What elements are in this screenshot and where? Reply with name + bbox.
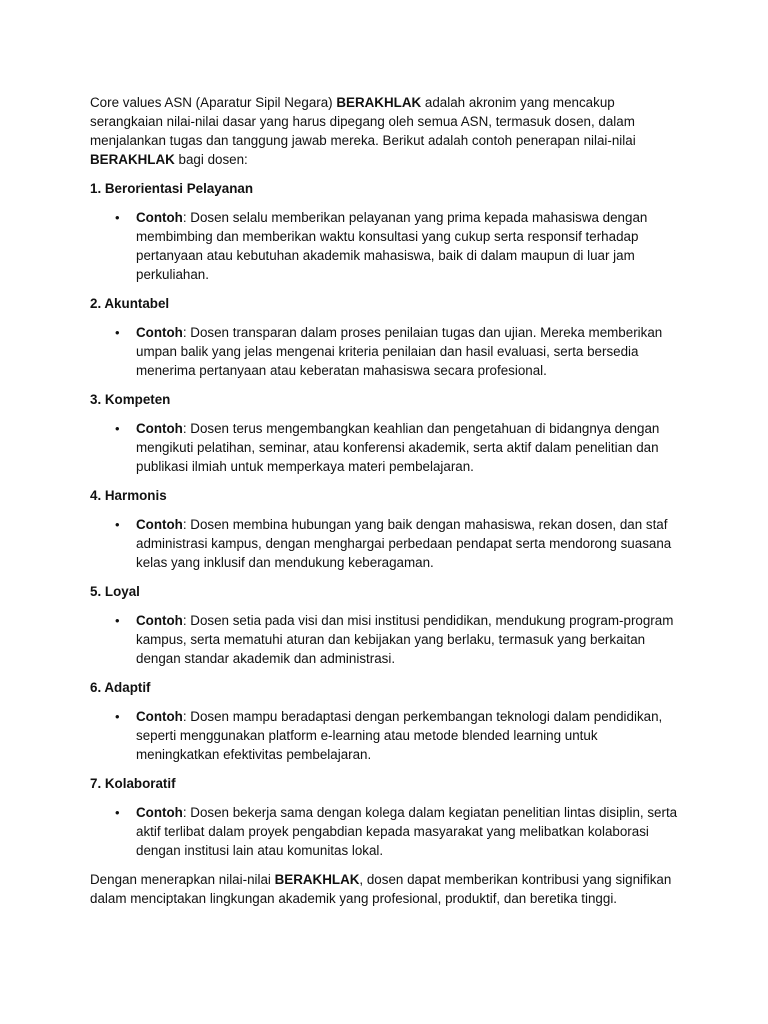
- example-text: : Dosen terus mengembangkan keahlian dan pengetahuan di bidangnya dengan mengikuti pelatihan, seminar, atau konferensi akademik, serta aktif dalam penelitian dan publikasi ilmiah untuk memperkaya materi pembelajaran.: [136, 421, 660, 474]
- list-item: [90, 323, 680, 380]
- bullet-icon: •: [115, 421, 120, 436]
- bullet-icon: •: [115, 805, 120, 820]
- example-text: : Dosen mampu beradaptasi dengan perkembangan teknologi dalam pendidikan, seperti menggunakan platform e-learning atau metode blended learning untuk meningkatkan efektivitas pembelajaran.: [136, 709, 663, 762]
- example-label: Contoh: [136, 805, 183, 820]
- intro-text-2: adalah akronim yang mencakup serangkaian nilai-nilai dasar yang harus dipegang oleh semua ASN, termasuk dosen, dalam menjalankan tugas dan tanggung jawab mereka. Berikut adalah contoh penerapan nilai-nilai: [90, 95, 636, 148]
- example-text: : Dosen transparan dalam proses penilaian tugas dan ujian. Mereka memberikan umpan balik yang jelas mengenai kriteria penilaian dan hasil evaluasi, serta bersedia menerima pertanyaan atau keberatan mahasiswa secara profesional.: [136, 325, 663, 378]
- bullet-list: [90, 323, 680, 380]
- bullet-list: [90, 803, 680, 860]
- bullet-list: [90, 419, 680, 476]
- section-heading: 4. Harmonis: [90, 488, 167, 503]
- conclusion-text-2: , dosen dapat memberikan kontribusi yang signifikan dalam menciptakan lingkungan akademik yang profesional, produktif, dan beretika tinggi.: [90, 872, 672, 906]
- example-label: Contoh: [136, 517, 183, 532]
- section-heading: 1. Berorientasi Pelayanan: [90, 181, 253, 196]
- section-heading: 3. Kompeten: [90, 392, 171, 407]
- section-6: [90, 678, 680, 764]
- bullet-icon: •: [115, 325, 120, 340]
- conclusion-paragraph: [90, 870, 680, 908]
- bullet-list: [90, 515, 680, 572]
- section-2: [90, 294, 680, 380]
- bullet-icon: •: [115, 517, 120, 532]
- intro-bold-2: BERAKHLAK: [90, 152, 175, 167]
- list-item: [90, 707, 680, 764]
- bullet-icon: •: [115, 210, 120, 225]
- section-3: [90, 390, 680, 476]
- section-heading: 6. Adaptif: [90, 680, 151, 695]
- bullet-list: [90, 208, 680, 284]
- section-7: [90, 774, 680, 860]
- list-item: [90, 419, 680, 476]
- example-label: Contoh: [136, 325, 183, 340]
- example-text: : Dosen membina hubungan yang baik dengan mahasiswa, rekan dosen, dan staf administrasi kampus, dengan menghargai perbedaan pendapat serta mendorong suasana kelas yang inklusif dan mendukung keberagaman.: [136, 517, 672, 570]
- section-heading: 7. Kolaboratif: [90, 776, 176, 791]
- example-label: Contoh: [136, 210, 183, 225]
- conclusion-text-1: Dengan menerapkan nilai-nilai: [90, 872, 275, 887]
- example-label: Contoh: [136, 613, 183, 628]
- bullet-list: [90, 707, 680, 764]
- list-item: [90, 515, 680, 572]
- example-text: : Dosen bekerja sama dengan kolega dalam kegiatan penelitian lintas disiplin, serta aktif terlibat dalam proyek pengabdian kepada masyarakat yang melibatkan kolaborasi dengan institusi lain atau komunitas lokal.: [136, 805, 678, 858]
- section-4: [90, 486, 680, 572]
- example-label: Contoh: [136, 421, 183, 436]
- list-item: [90, 803, 680, 860]
- list-item: [90, 208, 680, 284]
- section-1: [90, 179, 680, 284]
- section-heading: 5. Loyal: [90, 584, 140, 599]
- intro-text-3: bagi dosen:: [174, 152, 248, 167]
- conclusion-bold-1: BERAKHLAK: [274, 872, 360, 887]
- example-text: : Dosen setia pada visi dan misi institusi pendidikan, mendukung program-program kampus, serta mematuhi aturan dan kebijakan yang berlaku, termasuk yang berkaitan dengan standar akademik dan administrasi.: [136, 613, 674, 666]
- example-label: Contoh: [136, 709, 183, 724]
- bullet-icon: •: [115, 709, 120, 724]
- example-text: : Dosen selalu memberikan pelayanan yang prima kepada mahasiswa dengan membimbing dan memberikan waktu konsultasi yang cukup serta responsif terhadap pertanyaan atau kebutuhan akademik mahasiswa, baik di dalam maupun di luar jam perkuliahan.: [136, 210, 648, 282]
- intro-paragraph: [90, 93, 680, 169]
- section-heading: 2. Akuntabel: [90, 296, 170, 311]
- list-item: [90, 611, 680, 668]
- document-page: [90, 93, 680, 918]
- section-5: [90, 582, 680, 668]
- intro-bold-1: BERAKHLAK: [336, 95, 422, 110]
- bullet-icon: •: [115, 613, 120, 628]
- intro-text-1: Core values ASN (Aparatur Sipil Negara): [90, 95, 337, 110]
- bullet-list: [90, 611, 680, 668]
